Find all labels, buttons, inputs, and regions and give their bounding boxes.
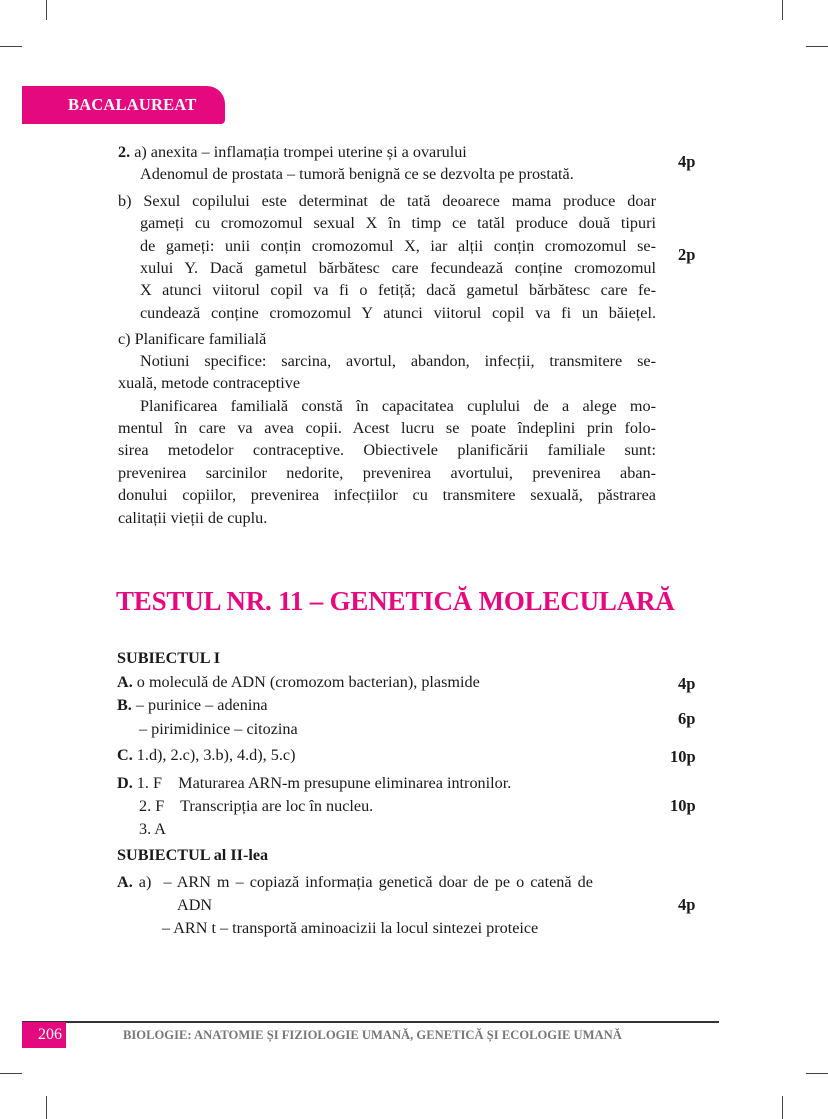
question-2c-line: Planificarea familială constă în capacitatea cuplului de a alege mo- xyxy=(140,397,656,415)
question-2b-line: xului Y. Dacă gametul bărbătesc care fecundează conține cromozomul xyxy=(140,259,656,277)
question-2b-line: b) Sexul copilului este determinat de tată deoarece mama produce doar xyxy=(118,192,656,210)
points: 10p xyxy=(670,796,696,815)
answer-d: D. 1. F Maturarea ARN-m presupune eliminarea intronilor. xyxy=(117,774,512,792)
answer-a: – ARN t – transportă aminoacizii la locul sintezei proteice xyxy=(162,919,539,937)
footer-rule xyxy=(22,1021,719,1023)
question-2c-line: sirea metodelor contraceptive. Obiectivele planificării familiale sunt: xyxy=(118,441,656,459)
question-2c-line: calitații vieții de cuplu. xyxy=(118,509,268,527)
points: 10p xyxy=(670,747,696,766)
section-label: BACALAUREAT xyxy=(68,95,197,114)
question-2a-line: 2. a) anexita – inflamația trompei uterine și a ovarului xyxy=(118,143,467,161)
crop-mark xyxy=(46,0,47,20)
points: 2p xyxy=(678,245,696,264)
crop-mark xyxy=(0,46,22,47)
footer-title: BIOLOGIE: ANATOMIE ȘI FIZIOLOGIE UMANĂ, GENETICĂ ȘI ECOLOGIE UMANĂ xyxy=(123,1028,622,1042)
test-title: TESTUL NR. 11 – GENETICĂ MOLECULARĂ xyxy=(116,586,675,616)
crop-mark xyxy=(806,1073,828,1074)
crop-mark xyxy=(806,46,828,47)
question-2c-line: donului copiilor, prevenirea infecțiilor cu transmitere sexuală, păstrarea xyxy=(118,486,656,504)
answer-c: C. 1.d), 2.c), 3.b), 4.d), 5.c) xyxy=(117,746,296,764)
answer-d: 2. F Transcripția are loc în nucleu. xyxy=(139,797,374,815)
question-2c-line: c) Planificare familială xyxy=(118,330,267,348)
page-number: 206 xyxy=(38,1026,62,1043)
question-2b-line: X atunci viitorul copil va fi o fetiță; dacă gametul bărbătesc care fe- xyxy=(140,281,656,299)
question-2b-line: gameți cu cromozomul sexual X în timp ce tatăl produce două tipuri xyxy=(140,214,656,232)
points: 4p xyxy=(678,895,696,914)
question-2c-line: prevenirea sarcinilor nedorite, prevenirea avortului, prevenirea aban- xyxy=(118,464,656,482)
question-2c-line: Notiuni specifice: sarcina, avortul, abandon, infecții, transmitere se- xyxy=(140,352,656,370)
subject-heading: SUBIECTUL I xyxy=(117,649,221,667)
section-tab xyxy=(22,86,225,124)
answer-a: A. a) – ARN m – copiază informația genetică doar de pe o catenă de xyxy=(117,873,593,891)
crop-mark xyxy=(46,1096,47,1119)
points: 4p xyxy=(678,674,696,693)
question-2c-line: mentul în care va avea copii. Acest lucru se poate îndeplini prin folo- xyxy=(118,419,656,437)
page-number-box xyxy=(22,1022,66,1048)
crop-mark xyxy=(782,0,783,20)
answer-d: 3. A xyxy=(139,820,166,838)
answer-a: A. o moleculă de ADN (cromozom bacterian), plasmide xyxy=(117,673,480,691)
crop-mark xyxy=(0,1073,22,1074)
answer-a: ADN xyxy=(177,896,213,914)
points: 6p xyxy=(678,709,696,728)
question-2b-line: de gameți: unii conțin cromozomul X, iar alții conțin cromozomul se- xyxy=(140,237,656,255)
question-2b-line: cundează conține cromozomul Y atunci viitorul copil va fi un băiețel. xyxy=(140,304,656,322)
crop-mark xyxy=(782,1096,783,1119)
question-2a-line: Adenomul de prostata – tumoră benignă ce se dezvolta pe prostată. xyxy=(140,165,574,183)
question-2c-line: xuală, metode contraceptive xyxy=(118,374,301,392)
subject-heading: SUBIECTUL al II-lea xyxy=(117,846,269,864)
answer-b: B. – purinice – adenina xyxy=(117,696,268,714)
answer-b: – pirimidinice – citozina xyxy=(139,720,298,738)
question-number: 2. xyxy=(118,143,131,161)
points: 4p xyxy=(678,152,696,171)
